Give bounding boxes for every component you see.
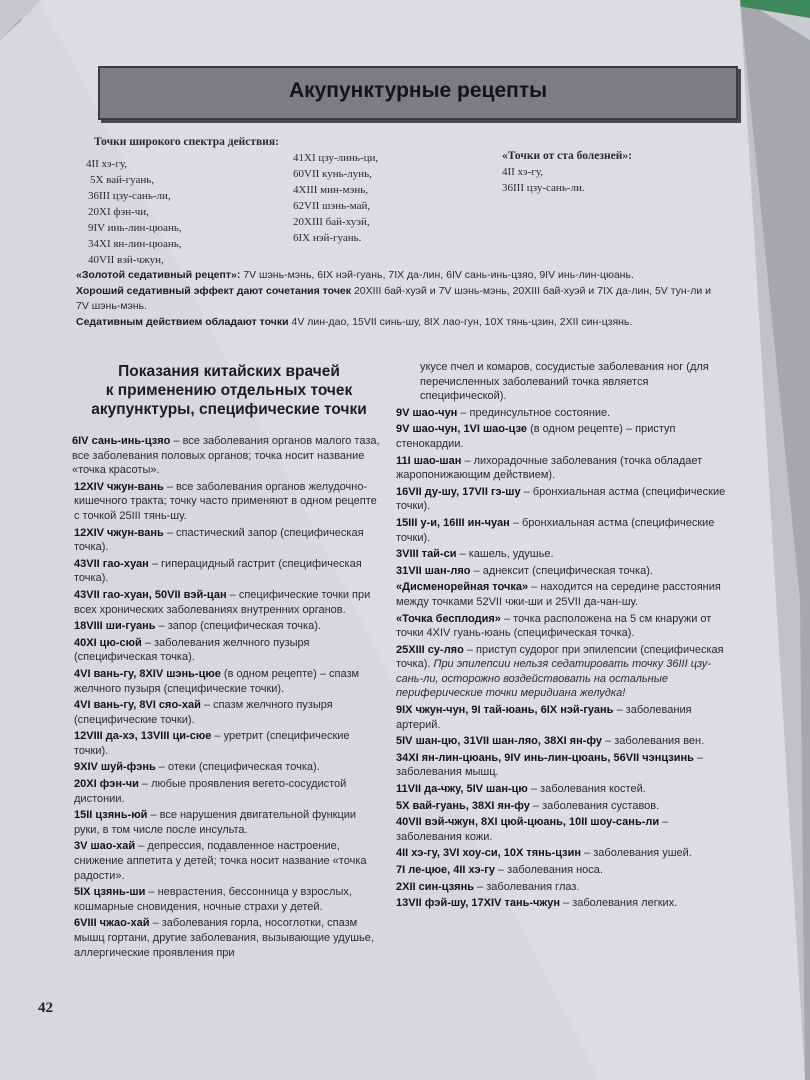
point-description: – приступ судорог при эпилепсии (специфическая точка). (396, 643, 724, 671)
wide-spectrum-col1 (86, 156, 182, 268)
point-name: 12XIV чжун-вань (74, 526, 164, 539)
point-name: 5X вай-гуань, 38XI ян-фу (396, 799, 530, 812)
point-name: «Точка бесплодия» (396, 612, 501, 625)
epilepsy-warning: При эпилепсии нельзя седатировать точку 36III цзу-сань-ли, осторожно воздействовать на остальные периферические точки меридиана желудка! (396, 658, 711, 700)
point-name: 6IV сань-инь-цзяо (72, 435, 171, 447)
list-item: 4II хэ-гу, (86, 158, 127, 170)
sedative-p2-lead: Хороший седативный эффект дают сочетания точек (76, 285, 352, 297)
list-item (396, 612, 726, 641)
list-item (396, 782, 726, 797)
right-column (396, 360, 726, 913)
list-item (50, 526, 384, 555)
point-description: – заболевания кожи. (396, 816, 669, 843)
title-banner (98, 66, 738, 120)
list-item (396, 880, 726, 895)
point-name: 16VII ду-шу, 17VII гэ-шу (396, 485, 521, 498)
point-description: – заболевания носа. (494, 864, 603, 876)
point-name: 5IX цзянь-ши (74, 886, 146, 899)
list-item (396, 863, 726, 878)
list-item (50, 916, 384, 960)
list-item (396, 580, 726, 609)
list-item (396, 406, 726, 421)
wide-spectrum-col2 (293, 150, 378, 246)
section-heading-line: к применению отдельных точек (105, 382, 353, 399)
list-item (396, 846, 726, 861)
point-description: – гиперацидный гастрит (специфическая точка). (74, 557, 362, 585)
list-item (50, 777, 384, 806)
point-description: – бронхиальная астма (специфические точки). (396, 485, 726, 513)
point-description: – заболевания ушей. (581, 847, 692, 860)
point-description: – заболевания желчного пузыря (специфическая точка). (74, 636, 310, 664)
list-item: 36III цзу-сань-ли, (88, 190, 171, 202)
point-description: – спастический запор (специфическая точка). (74, 526, 364, 554)
point-name: 12VIII да-хэ, 13VIII ци-сюе (74, 730, 212, 743)
point-name: 18VIII ши-гуань (74, 620, 156, 633)
list-item: 34XI ян-лин-цюань, (88, 238, 182, 250)
point-description: – бронхиальная астма (специфические точки). (396, 516, 715, 544)
sedative-paragraphs (76, 268, 716, 330)
point-description: – заболевания глаз. (474, 880, 580, 893)
point-name: 15II цзянь-юй (74, 809, 148, 822)
hundred-diseases-heading: «Точки от ста болезней»: (502, 150, 632, 162)
point-description: – заболевания суставов. (529, 799, 660, 812)
point-description: – кашель, удушье. (456, 548, 554, 561)
point-name: 40XI цю-сюй (74, 636, 142, 649)
point-description: – отеки (специфическая точка). (155, 761, 320, 774)
point-name: 15III у-и, 16III ин-чуан (396, 516, 510, 529)
point-name: 6VIII чжао-хай (74, 917, 150, 930)
point-name: 4II хэ-гу, 3VI хоу-си, 10X тянь-цзин (396, 847, 582, 860)
list-item (396, 454, 726, 483)
point-name: 7I ле-цюе, 4II хэ-гу (396, 864, 495, 876)
point-description: – аднексит (специфическая точка). (470, 564, 653, 577)
point-description: – все заболевания органов малого таза, все заболевания половых органов; точка носит название «точка красоты». (72, 435, 380, 477)
sedative-p1-text: 7V шэнь-мэнь, 6IX нэй-гуань, 7IX да-лин, 6IV сань-инь-цзяо, 9IV инь-лин-цюань. (240, 269, 634, 281)
point-description: – неврастения, бессонница у взрослых, кошмарные сновидения, ночные страхи у детей. (74, 886, 352, 913)
point-name: 13VII фэй-шу, 17XIV тань-чжун (396, 897, 560, 910)
point-description: – прединсультное состояние. (457, 406, 611, 419)
point-description: – все заболевания органов желудочно-кишечного тракта; точку часто применяют в одном рецепте с точкой 25III тянь-шу. (74, 480, 377, 522)
list-item (396, 564, 726, 579)
point-name: 40VII вэй-чжун, 8XI цюй-цюань, 10II шоу-сань-ли (396, 816, 660, 829)
list-item (50, 760, 384, 775)
list-item: 62VII шэнь-май, (293, 200, 371, 212)
point-description: (в одном рецепте) – приступ стенокардии. (396, 423, 676, 450)
point-description: – заболевания вен. (602, 735, 705, 748)
list-item (50, 808, 384, 837)
point-name: 9IX чжун-чун, 9I тай-юань, 6IX нэй-гуань (396, 704, 614, 717)
point-name: 9V шао-чун, 1VI шао-цзе (396, 423, 528, 436)
point-description: – точка расположена на 5 см кнаружи от точки 4XIV гуань-юань (специфическая точка). (396, 612, 712, 640)
list-item (396, 896, 726, 911)
point-description: – лихорадочные заболевания (точка обладает жаропонижающим действием). (396, 454, 703, 482)
point-name: 34XI ян-лин-цюань, 9IV инь-лин-цюань, 56VII чэнцзинь (396, 751, 694, 764)
point-description: – находится на середине расстояния между точками 52VII чжи-ши и 25VII да-чан-шу. (396, 581, 721, 608)
point-description: – заболевания артерий. (396, 704, 692, 731)
section-heading-line: акупунктуры, специфические точки (91, 401, 367, 418)
point-description: – заболевания костей. (527, 783, 646, 796)
point-description: – заболевания горла, носоглотки, спазм мышц гортани, другие заболевания, вызывающие удушье, аллергические проявления при (74, 917, 374, 959)
left-column (50, 434, 384, 962)
point-name: 4VI вань-гу, 8XIV шэнь-цюе (74, 667, 221, 680)
point-name: 12XIV чжун-вань (74, 480, 164, 493)
point-name: 43VII гао-хуан, 50VII вэй-цан (74, 588, 227, 601)
list-item (50, 588, 384, 617)
point-name: 3VIII тай-си (396, 548, 457, 561)
point-description: – все нарушения двигательной функции руки, в том числе после инсульта. (74, 809, 357, 836)
list-item: 20XIII бай-хуэй, (293, 216, 370, 228)
list-item: 20XI фэн-чи, (88, 206, 149, 218)
point-description: – запор (специфическая точка). (155, 620, 321, 633)
list-item (396, 547, 726, 562)
sedative-p1-lead: «Золотой седативный рецепт»: (76, 269, 241, 281)
wide-spectrum-heading: Точки широкого спектра действия: (94, 136, 279, 148)
point-name: 9V шао-чун (396, 406, 458, 419)
list-item (50, 839, 384, 883)
sedative-p2-text: 20XIII бай-хуэй и 7V шэнь-мэнь, 20XIII бай-хуэй и 7IX да-лин, 5V тун-ли и 7V шэнь-мэнь. (76, 285, 711, 312)
point-name: 3V шао-хай (74, 840, 136, 853)
point-name: «Дисменорейная точка» (396, 581, 529, 594)
point-name: 2XII син-цзянь (396, 880, 474, 893)
point-description: (в одном рецепте) – спазм желчного пузыря (специфические точки). (74, 667, 360, 695)
list-item: 60VII кунь-лунь, (293, 168, 372, 180)
hundred-diseases-list (502, 164, 585, 196)
point-name: 25XIII су-ляо (396, 643, 464, 656)
list-item (396, 485, 726, 514)
list-item (396, 799, 726, 814)
point-name: 5IV шан-цю, 31VII шан-ляо, 38XI ян-фу (396, 735, 603, 748)
list-item: 9IV инь-лин-цюань, (88, 222, 182, 234)
point-description: – заболевания мышц. (396, 751, 704, 779)
list-item (50, 636, 384, 665)
list-item (396, 516, 726, 545)
point-description: – депрессия, подавленное настроение, снижение аппетита у детей; точка носит название «точка радости». (74, 840, 367, 882)
point-name: 31VII шан-ляо (396, 564, 471, 577)
list-item: 5X вай-гуань, (90, 174, 155, 186)
list-item (50, 619, 384, 634)
point-description: – заболевания легких. (559, 897, 678, 910)
point-name: 4VI вань-гу, 8VI сяо-хай (74, 699, 201, 712)
list-item: 36III цзу-сань-ли. (502, 182, 585, 194)
list-item (396, 751, 726, 780)
sedative-p3-text: 4V лин-дао, 15VII синь-шу, 8IX лао-гун, 10X тянь-цзин, 2XII син-цзянь. (288, 316, 633, 328)
continued-text: укусе пчел и комаров, сосудистые заболевания ног (для перечисленных заболеваний точка является специфической). (420, 361, 709, 403)
point-name: 43VII гао-хуан (74, 557, 149, 570)
list-item (396, 422, 726, 451)
list-item (50, 434, 384, 478)
list-item: 4XIII мин-мэнь, (293, 184, 369, 196)
list-item (396, 703, 726, 732)
section-heading-line: Показания китайских врачей (118, 363, 340, 380)
list-item (50, 698, 384, 727)
section-heading (66, 362, 392, 419)
list-item (50, 557, 384, 586)
sedative-p3-lead: Седативным действием обладают точки (76, 316, 289, 328)
point-name: 11I шао-шан (396, 454, 462, 467)
list-item (50, 667, 384, 696)
page-title: Акупунктурные рецепты (288, 79, 548, 102)
list-item: 6IX нэй-гуань. (293, 232, 362, 244)
list-item: 4II хэ-гу, (502, 166, 543, 178)
point-description: – специфические точки при всех хронических заболеваниях внутренних органов. (74, 588, 371, 616)
list-item (396, 815, 726, 844)
page-number: 42 (38, 1000, 53, 1016)
list-item (50, 729, 384, 758)
list-item (396, 643, 726, 701)
point-description: – любые проявления вегето-сосудистой дистонии. (74, 778, 347, 805)
point-description: – уретрит (специфические точки). (74, 730, 350, 757)
point-description: – спазм желчного пузыря (специфические точки). (74, 699, 333, 726)
list-item (396, 734, 726, 749)
list-item: 41XI цзу-линь-ци, (293, 152, 379, 164)
list-item: 40VII вэй-чжун, (88, 254, 164, 266)
point-name: 11VII да-чжу, 5IV шан-цю (396, 783, 528, 796)
list-item (50, 480, 384, 524)
point-name: 9XIV шуй-фэнь (74, 761, 156, 774)
point-name: 20XI фэн-чи (74, 778, 139, 791)
list-item (50, 885, 384, 914)
